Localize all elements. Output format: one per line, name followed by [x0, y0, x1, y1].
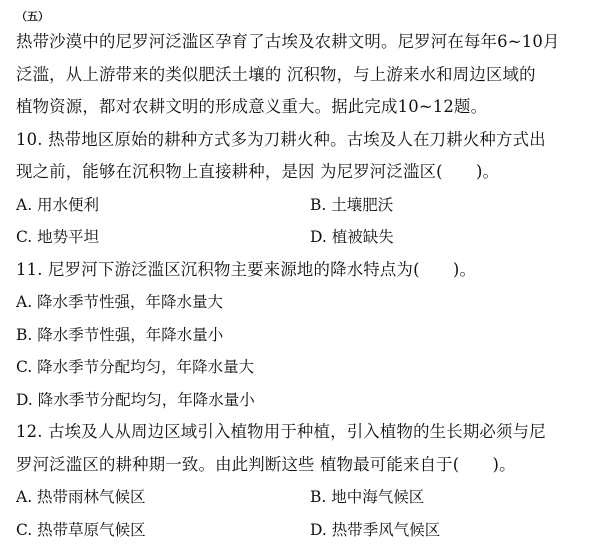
option-b[interactable]: B. 土壤肥沃: [310, 195, 394, 214]
question-10-stem: [16, 124, 592, 189]
option-c[interactable]: C. 热带草原气候区: [16, 520, 146, 539]
question-10-options-row-1: [16, 189, 592, 222]
question-line: 11. 尼罗河下游泛滥区沉积物主要来源地的降水特点为( )。: [16, 259, 477, 279]
intro-line: 泛滥，从上游带来的类似肥沃土壤的 沉积物，与上游来水和周边区域的: [16, 64, 536, 84]
option-d[interactable]: D. 植被缺失: [310, 228, 394, 246]
option-c[interactable]: C. 降水季节分配均匀，年降水量大: [16, 358, 255, 376]
option-a[interactable]: A. 降水季节性强，年降水量大: [16, 293, 224, 311]
option-c[interactable]: C. 地势平坦: [16, 228, 100, 246]
question-line: 10. 热带地区原始的耕种方式多为刀耕火种。古埃及人在刀耕火种方式出: [16, 129, 546, 149]
question-11-stem: [16, 254, 592, 287]
question-line: 罗河泛滥区的耕种期一致。由此判断这些 植物最可能来自于( )。: [16, 454, 516, 474]
question-12-stem: [16, 416, 592, 481]
intro-paragraph: [16, 26, 592, 124]
intro-line: 热带沙漠中的尼罗河泛滥区孕育了古埃及农耕文明。尼罗河在每年6~10月: [16, 32, 560, 51]
question-12-options-row-2: [16, 514, 592, 547]
question-12-options-row-1: [16, 481, 592, 514]
question-10-options-row-2: [16, 221, 592, 254]
option-b[interactable]: B. 地中海气候区: [310, 488, 425, 506]
option-b[interactable]: B. 降水季节性强，年降水量小: [16, 325, 224, 344]
option-a[interactable]: A. 热带雨林气候区: [16, 488, 146, 506]
option-d[interactable]: D. 热带季风气候区: [310, 520, 441, 539]
intro-line: 植物资源，都对农耕文明的形成意义重大。据此完成10~12题。: [16, 97, 488, 116]
question-line: 现之前，能够在沉积物上直接耕种，是因 为尼罗河泛滥区( )。: [16, 162, 500, 181]
question-line: 12. 古埃及人从周边区域引入植物用于种植，引入植物的生长期必须与尼: [16, 422, 546, 441]
section-title: （五）: [16, 10, 49, 23]
option-d[interactable]: D. 降水季节分配均匀，年降水量小: [16, 390, 255, 409]
option-a[interactable]: A. 用水便利: [16, 195, 100, 214]
